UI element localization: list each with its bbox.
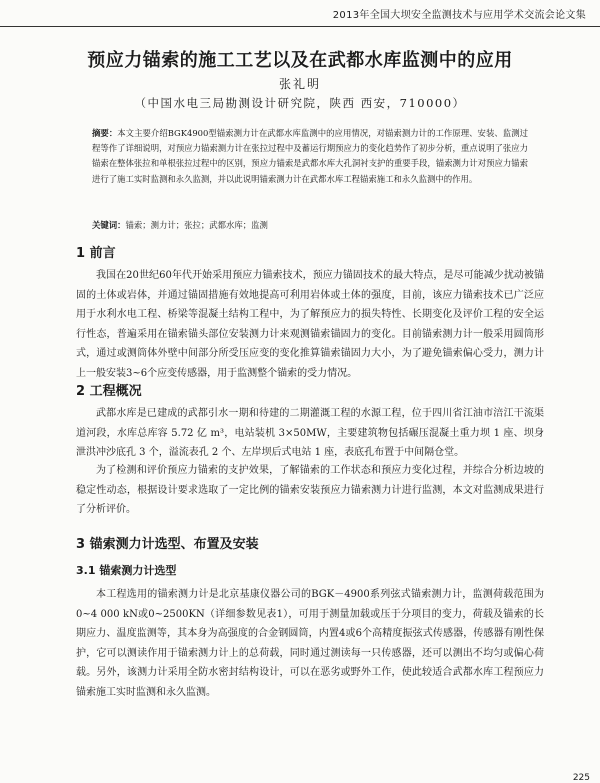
author: 张礼明 bbox=[278, 77, 321, 91]
section-1-paragraph: 我国在20世纪60年代开始采用预应力锚索技术，预应力锚固技术的最大特点，是尽可能减少扰动被锚固的土体或岩体，并通过锚固措施有效地提高可利用岩体或土体的强度，目前，该应力锚索技术已广泛应用于水利水电工程、桥梁等混凝土结构工程中，为了解预应力的损失特性、长期变化及评价工程的安全运行性态，普遍采用在锚索锚头部位安装测力计来观测锚索锚固力的变化。目前锚索测力计一般采用圆筒形式，通过或测筒体外壁中间部分所受压应变的变化推算锚索锚固力大小，为了避免锚索偏心受力，测力计上一般安装3~6个应变传感器，用于监测整个锚索的受力情况。 bbox=[76, 270, 544, 379]
keywords-label: 关键词： bbox=[92, 220, 126, 230]
section-heading-3: 3 锚索测力计选型、布置及安装 bbox=[76, 537, 259, 552]
section-2-paragraph-1: 武都水库是已建成的武都引水一期和待建的二期灌溉工程的水源工程，位于四川省江油市涪江干流渠道河段，水库总库容 5.72 亿 m³，电站装机 3×50MW，主要建筑物包括碾压混凝土重力坝 1 座、坝身泄洪冲沙底孔 3 个，溢流表孔 2 个、左岸坝后式电站 1 座，表底孔布置于中间隔仓堂。 bbox=[76, 408, 544, 459]
section-3-1-paragraph: 本工程选用的锚索测力计是北京基康仪器公司的BGK－4900系列弦式锚索测力计，监测荷载范围为0~4 000 kN或0~2500KN（详细参数见表1），可用于测量加载或压于分项目的变力，荷载及锚索的长期应力、温度监测等，其本身为高强度的合金钢圆筒，内置4或6个高精度振弦式传感器，传感器有刚性保护，它可以测读作用于锚索测力计上的总荷载，同时通过测读每一只传感器，还可以测出不均匀或偏心荷载。另外，该测力计采用全防水密封结构设计，可以在恶劣或野外工作，使此较适合武都水库工程预应力锚索施工实时监测和永久监测。 bbox=[76, 589, 544, 698]
abstract bbox=[92, 126, 528, 187]
paper-title: 预应力锚索的施工工艺以及在武都水库监测中的应用 bbox=[87, 50, 513, 71]
section-2-paragraph-2: 为了检测和评价预应力锚索的支护效果，了解锚索的工作状态和预应力变化过程，并综合分析边坡的稳定性动态，根据设计要求选取了一定比例的锚索安装预应力锚索测力计进行监测，本文对监测成果进行了分析评价。 bbox=[76, 465, 544, 516]
page-number: 225 bbox=[572, 773, 590, 783]
running-header: 2013年全国大坝安全监测技术与应用学术交流会论文集 bbox=[332, 10, 586, 21]
subsection-heading-3-1: 3.1 锚索测力计选型 bbox=[76, 564, 177, 577]
keywords bbox=[92, 218, 528, 233]
abstract-text: 本文主要介绍BGK4900型锚索测力计在武都水库监测中的应用情况，对锚索测力计的工作原理、安装、监测过程等作了详细说明，对预应力锚索测力计在张拉过程中及蓄运行期预应力的变化趋势作了初步分析，重点说明了张应力锚索在整体张拉和单根张拉过程中的区别，预应力锚索是武都水库大孔洞衬支护的重要手段，锚索测力计对预应力锚索进行了施工实时监测和永久监测，并以此说明锚索测力计在武都水库工程锚索施工和永久监测中的作用。 bbox=[92, 128, 528, 184]
abstract-label: 摘要： bbox=[92, 128, 118, 138]
affiliation: （中国水电三局勘测设计研究院，陕西 西安，710000） bbox=[134, 96, 466, 110]
section-heading-1: 1 前言 bbox=[76, 246, 116, 261]
keywords-text: 锚索；测力计；张拉；武都水库；监测 bbox=[125, 220, 268, 230]
section-heading-2: 2 工程概况 bbox=[76, 384, 142, 399]
